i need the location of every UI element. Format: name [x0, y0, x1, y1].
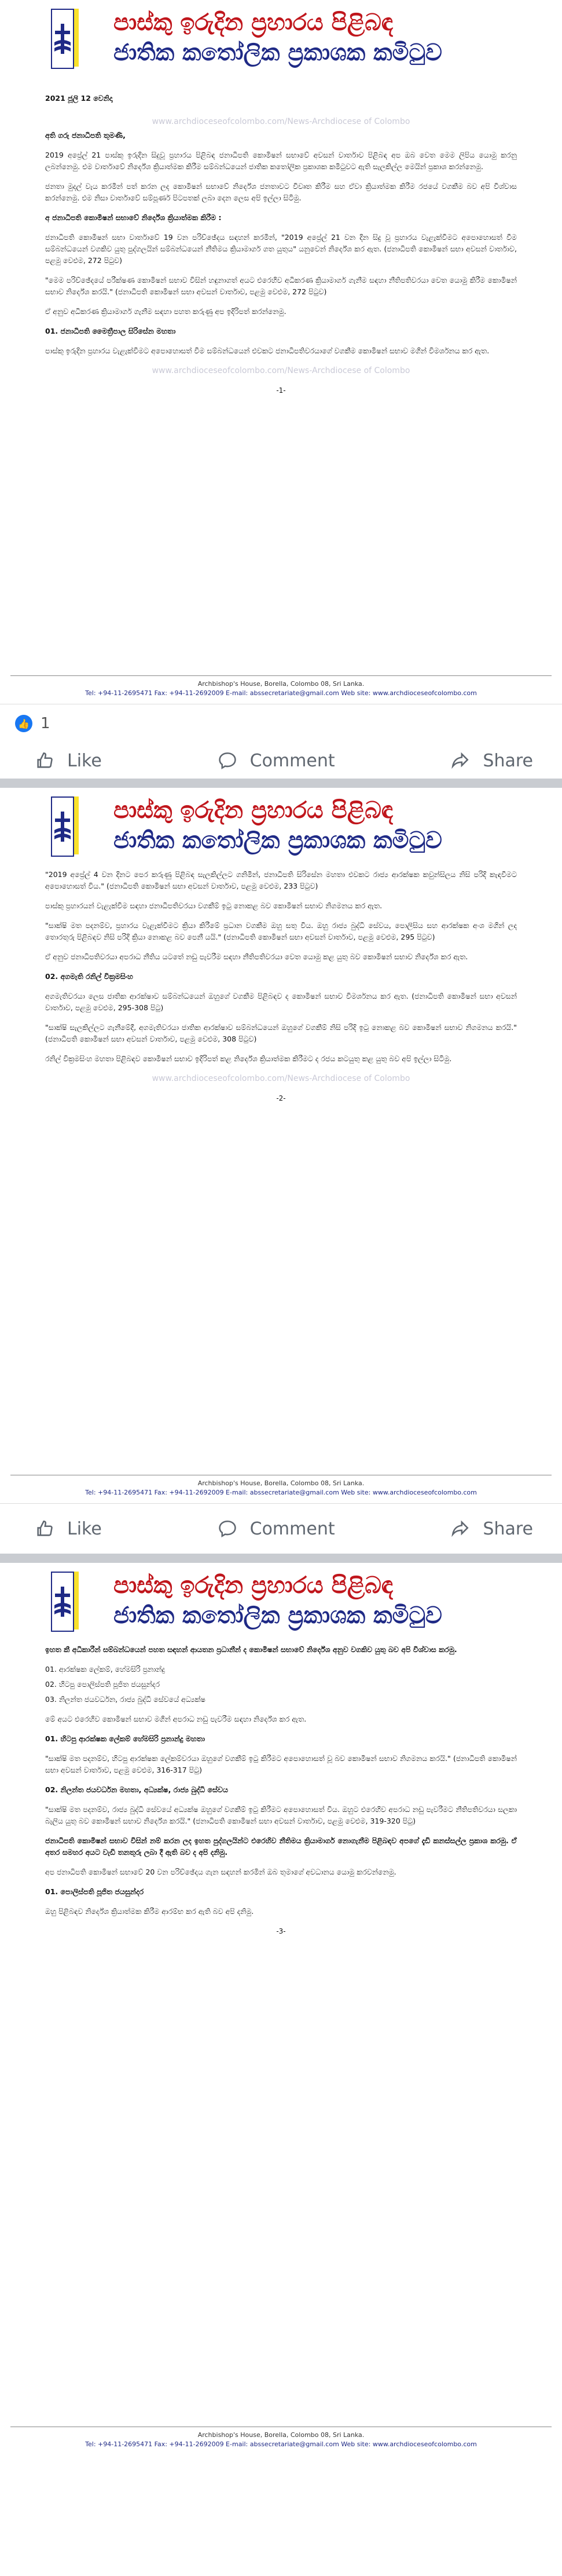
like-label: Like — [67, 750, 102, 771]
letter-page-3 — [10, 1563, 552, 2455]
paragraph: 2019 අප්‍රේල් 21 පාස්කු ඉරුදින සිදුවූ ප්‍රහාරය පිළිබඳ ජනාධිපති කොමිෂන් සභාවේ අවසන් වාර්තාව පිළිබඳ අප ඔබ වෙත මෙම ලිපිය යොමු කරනු ලබන්නෙමු. එම වාර්තාවේ නිර්දේශ ක්‍රියාත්මක කිරීම සම්බන්ධයෙන් ජාතික කතෝලික ප්‍රකාශක කමිටුවට ඇති සැලකිල්ල මෙයින් ප්‍රකාශ කරන්නෙමු. — [45, 151, 517, 171]
comment-label: Comment — [249, 750, 335, 771]
paragraph: මේ අයට එරෙහිව කොමිෂන් සභාව මගින් අපරාධ නඩු පැවරීම සඳහා නිර්දේශ කර ඇත. — [45, 1715, 307, 1723]
feed-separator — [0, 1554, 562, 1563]
letterhead-line-1: පාස්කු ඉරුදින ප්‍රහාරය පිළිබඳ — [113, 1572, 394, 1599]
quote-paragraph: "සාක්ෂි මත පදනම්ව, හිටපු ආරක්ෂක ලේකම්වරයා ඔහුගේ වගකීම් ඉටු කිරීමට අපොහොසත් වූ බව කොමිෂන් සභාව නිගමනය කරයි." (ජනාධිපති කොමිෂන් සභා අවසන් වාර්තාව, පළමු වෙළුම, 316-317 පිටු) — [45, 1754, 517, 1774]
footer-address: Archbishop's House, Borella, Colombo 08, Sri Lanka. — [197, 2431, 365, 2439]
thumbs-up-icon: 👍 — [15, 715, 32, 732]
section-heading: අ ජනාධිපති කොමිෂන් සභාවේ නිර්දේශ ක්‍රියාත්මක කිරීම : — [45, 213, 222, 222]
share-arrow-icon — [450, 751, 470, 770]
thumbs-up-outline-icon — [35, 751, 54, 770]
letter-footer — [10, 2427, 552, 2455]
letterhead — [10, 0, 552, 75]
paragraph: ජනාධිපති කොමිෂන් සභා වාර්තාවේ 19 වන පරිච්ඡේදය සඳහන් කරමින්, "2019 අප්‍රේල් 21 වන දින සිදු වූ ප්‍රහාරය වැළැක්වීමට අපොහොසත් වීම සම්බන්ධයෙන් වගකිව යුතු පුද්ගලයින් සම්බන්ධයෙන් නීතිමය ක්‍රියාමාර්ග ගත යුතුය" යනුවෙන් නිර්දේශ කර ඇත. (ජනාධිපති කොමිෂන් සභා අවසන් වාර්තාව, පළමු වෙළුම, 272 පිටුව) — [45, 233, 517, 265]
paragraph: ඔහු පිළිබඳව නිර්දේශ ක්‍රියාත්මක කිරීම ආරම්භ කර ඇති බව අපි දනිමු. — [45, 1907, 254, 1916]
watermark-text: www.archdioceseofcolombo.com/News-Archdiocese of Colombo — [152, 117, 410, 126]
comment-bubble-icon — [218, 1519, 237, 1539]
letterhead-title — [113, 8, 442, 68]
letter-body — [10, 863, 552, 1104]
share-arrow-icon — [450, 1519, 470, 1539]
paragraph: පාස්කු ඉරුදින ප්‍රහාරය වැළැක්වීමට අපොහොසත් වීම සම්බන්ධයෙන් එවකට ජනාධිපතිවරයාගේ වගකීම කොමිෂන් සභාව මගින් විමර්ශනය කර ඇත. — [45, 346, 490, 355]
yellow-flag — [74, 9, 79, 67]
reaction-count: 1 — [41, 715, 50, 732]
comment-button[interactable] — [218, 1519, 335, 1539]
letter-page-1 — [10, 0, 552, 704]
letterhead — [10, 788, 552, 863]
like-button[interactable] — [35, 1519, 102, 1539]
footer-address: Archbishop's House, Borella, Colombo 08, Sri Lanka. — [197, 680, 365, 688]
share-label: Share — [483, 750, 533, 771]
letterhead-title — [113, 1570, 442, 1631]
letterhead-line-1: පාස්කු ඉරුදින ප්‍රහාරය පිළිබඳ — [113, 9, 394, 36]
letterhead-line-1: පාස්කු ඉරුදින ප්‍රහාරය පිළිබඳ — [113, 796, 394, 824]
feed-separator — [0, 779, 562, 788]
watermark-text: www.archdioceseofcolombo.com/News-Archdiocese of Colombo — [152, 1074, 410, 1083]
share-button[interactable] — [450, 751, 533, 771]
letter-body — [10, 75, 552, 396]
paragraph: අගමැතිවරයා ලෙස ජාතික ආරක්ෂාව සම්බන්ධයෙන් ඔහුගේ වගකීම පිළිබඳව ද කොමිෂන් සභාව විමර්ශනය කර ඇත. (ජනාධිපති කොමිෂන් සභා අවසන් වාර්තාව, පළමු වෙළුම, 295-308 පිටු) — [45, 992, 517, 1012]
letter-body — [10, 1638, 552, 1937]
list-item: 03. නිලන්ත ජයවර්ධන, රාජ්‍ය බුද්ධි සේවයේ අධ්‍යක්ෂ — [45, 1695, 205, 1704]
comment-bubble-icon — [218, 751, 237, 770]
cross-emblem-icon — [51, 9, 74, 69]
letterhead — [10, 1563, 552, 1638]
watermark-text: www.archdioceseofcolombo.com/News-Archdiocese of Colombo — [152, 366, 410, 375]
footer-contacts: Tel: +94-11-2695471 Fax: +94-11-2692009 E-mail: abssecretariate@gmail.com Web site: www.archdioceseofcolombo.com — [85, 1489, 477, 1496]
cross-emblem-icon — [51, 796, 74, 857]
actions-row — [0, 743, 562, 779]
letter-date: 2021 ජූලි 12 වෙනිදා — [45, 94, 113, 103]
yellow-flag — [74, 796, 79, 854]
letterhead-title — [113, 795, 442, 856]
paragraph: අප ජනාධිපති කොමිෂන් සභාවේ 20 වන පරිච්ඡේදය ගැන සඳහන් කරමින් ඔබ තුමාගේ අවධානය යොමු කරවන්නෙමු. — [45, 1868, 396, 1876]
comment-label: Comment — [249, 1518, 335, 1539]
letterhead-line-2: ජාතික කතෝලික ප්‍රකාශක කමිටුව — [113, 1602, 442, 1629]
subsection-heading: 02. නිලන්ත ජයවර්ධන මහතා, අධ්‍යක්ෂ, රාජ්‍ය බුද්ධි සේවය — [45, 1785, 228, 1794]
letter-footer — [10, 1475, 552, 1503]
paragraph: ජනාධිපති කොමිෂන් සභාව විසින් නම් කරන ලද ඉහත පුද්ගලයින්ට එරෙහිව නීතිමය ක්‍රියාමාර්ග නොගැනීම පිළිබඳව අපගේ දැඩි කනස්සල්ල ප්‍රකාශ කරමු. ඒ අතර සමහර අයට වැඩි තනතුරු ලබා දී ඇති බව ද අපි දනිමු. — [45, 1836, 517, 1857]
footer-contacts: Tel: +94-11-2695471 Fax: +94-11-2692009 E-mail: abssecretariate@gmail.com Web site: www.archdioceseofcolombo.com — [85, 689, 477, 697]
footer-address: Archbishop's House, Borella, Colombo 08, Sri Lanka. — [197, 1479, 365, 1487]
subsection-heading: 01. ජනාධිපති මෛත්‍රීපාල සිරිසේන මහතා — [45, 327, 176, 335]
quote-paragraph: "සාක්ෂි මත පදනම්ව, ප්‍රහාරය වැළැක්වීමට ක්‍රියා කිරීමේ ප්‍රධාන වගකීම ඔහු සතු විය. ඔහු රාජ්‍ය බුද්ධි සේවය, පොලිසිය සහ ආරක්ෂක අංශ මගින් ලද තොරතුරු පිළිබඳව නිසි පරිදි ක්‍රියා නොකළ බව පෙනී යයි." (ජනාධිපති කොමිෂන් සභා අවසන් වාර්තාව, පළමු වෙළුම, 295 පිටුව) — [45, 921, 517, 941]
subsection-heading: 01. පොලිස්පති පූජිත ජයසුන්දර — [45, 1887, 144, 1896]
page-number: -2- — [276, 1094, 286, 1102]
actions-row — [0, 1504, 562, 1554]
paragraph: රනිල් වික්‍රමසිංහ මහතා පිළිබඳව කොමිෂන් සභාව ඉදිරිපත් කළ නිර්දේශ ක්‍රියාත්මක කිරීමට ද රජය කටයුතු කළ යුතු බව අපි ඉල්ලා සිටිමු. — [45, 1054, 452, 1063]
quote-paragraph: "සාක්ෂි මත පදනම්ව, රාජ්‍ය බුද්ධි සේවයේ අධ්‍යක්ෂ ඔහුගේ වගකීම් ඉටු කිරීමට අපොහොසත් විය. ඔහුට එරෙහිව අපරාධ නඩු පැවරීමට නීතිපතිවරයා සලකා බැලිය යුතු බව කොමිෂන් සභාව නිර්දේශ කරයි." (ජනාධිපති කොමිෂන් සභා අවසන් වාර්තාව, පළමු වෙළුම, 319-320 පිටු) — [45, 1805, 517, 1825]
subsection-heading: 01. හිටපු ආරක්ෂක ලේකම් හේමසිරි ප්‍රනාන්දු මහතා — [45, 1734, 205, 1743]
church-logo — [51, 9, 79, 67]
thumbs-up-outline-icon — [35, 1519, 54, 1539]
letter-footer — [10, 675, 552, 704]
cross-emblem-icon — [51, 1572, 74, 1632]
post-action-bar — [0, 704, 562, 779]
quote-paragraph: "මෙම පරිච්ඡේදයේ පරීක්ෂණ කොමිෂන් සභාව විසින් හඳුනාගත් අයට එරෙහිව අධිකරණ ක්‍රියාමාර්ග ගැනීම සඳහා නීතිපතිවරයා වෙත යොමු කිරීම කොමිෂන් සභාව නිර්දේශ කරයි." (ජනාධිපති කොමිෂන් සභා අවසන් වාර්තාව, පළමු වෙළුම, 272 පිටුව) — [45, 276, 517, 296]
list-item: 02. හිටපු පොලිස්පති පූජිත ජයසුන්දර — [45, 1680, 160, 1689]
quote-paragraph: "සාක්ෂි සැලකිල්ලට ගැනීමේදී, අගමැතිවරයා ජාතික ආරක්ෂාව සම්බන්ධයෙන් ඔහුගේ වගකීම් නිසි පරිදි ඉටු නොකළ බව කොමිෂන් සභාව නිගමනය කරයි." (ජනාධිපති කොමිෂන් සභා අවසන් වාර්තාව, පළමු වෙළුම, 308 පිටුව) — [45, 1023, 517, 1043]
share-button[interactable] — [450, 1519, 533, 1539]
subsection-heading: 02. අගමැති රනිල් වික්‍රමසිංහ — [45, 972, 133, 981]
share-label: Share — [483, 1518, 533, 1539]
like-label: Like — [67, 1518, 102, 1539]
salutation: අති ගරු ජනාධිපති තුමණි, — [45, 131, 126, 140]
page-number: -3- — [276, 1927, 286, 1935]
church-logo — [51, 1572, 79, 1629]
paragraph: ජනතා මුදල් වැය කරමින් පත් කරන ලද කොමිෂන් සභාවේ නිර්දේශ ජනතාවට විවෘත කිරීම සහ ඒවා ක්‍රියාත්මක කිරීම රජයේ වගකීම බව අපි විශ්වාස කරන්නෙමු. එම නිසා වාර්තාවේ සම්පූර්ණ පිටපතක් ලබා දෙන ලෙස අපි ඉල්ලා සිටිමු. — [45, 182, 517, 202]
post-action-bar — [0, 1503, 562, 1554]
footer-contacts: Tel: +94-11-2695471 Fax: +94-11-2692009 E-mail: abssecretariate@gmail.com Web site: www.archdioceseofcolombo.com — [85, 2440, 477, 2448]
letterhead-line-2: ජාතික කතෝලික ප්‍රකාශක කමිටුව — [113, 827, 442, 854]
page-number: -1- — [276, 386, 286, 394]
paragraph: ඒ අනුව අධිකරණ ක්‍රියාමාර්ග ගැනීම සඳහා පහත කරුණු අප ඉදිරිපත් කරන්නෙමු. — [45, 307, 286, 316]
list-item: 01. ආරක්ෂක ලේකම්, හේමසිරි ප්‍රනාන්දු — [45, 1665, 166, 1674]
comment-button[interactable] — [218, 751, 335, 771]
church-logo — [51, 796, 79, 854]
letter-page-2 — [10, 788, 552, 1503]
letterhead-line-2: ජාතික කතෝලික ප්‍රකාශක කමිටුව — [113, 39, 442, 66]
yellow-flag — [74, 1572, 79, 1629]
paragraph: ඉහත කී අධිකාරීන් සම්බන්ධයෙන් පහත සඳහන් ආයතන ප්‍රධානීන් ද කොමිෂන් සභාවේ නිර්දේශ අනුව වගකිව යුතු බව අපි විශ්වාස කරමු. — [45, 1645, 457, 1654]
like-button[interactable] — [35, 751, 102, 771]
reactions-summary[interactable] — [0, 704, 562, 743]
paragraph: පාස්කු ප්‍රහාරයන් වැළැක්වීම සඳහා ජනාධිපතිවරයා වගකීම් ඉටු නොකළ බව කොමිෂන් සභාව නිගමනය කර ඇත. — [45, 901, 383, 910]
paragraph: ඒ අනුව ජනාධිපතිවරයා අපරාධ නීතිය යටතේ නඩු පැවරීම සඳහා නීතිපතිවරයා වෙත යොමු කළ යුතු බව කොමිෂන් සභාව නිර්දේශ කර ඇත. — [45, 952, 468, 961]
quote-paragraph: "2019 අප්‍රේල් 4 වන දිනට පෙර කරුණු පිළිබඳ සැලකිල්ලට ගනිමින්, ජනාධිපති සිරිසේන මහතා එවකට රාජ්‍ය ආරක්ෂක කවුන්සිලය නිසි පරිදි කැඳවීමට අපොහොසත් විය." (ජනාධිපති කොමිෂන් සභා අවසන් වාර්තාව, පළමු වෙළුම, 233 පිටුව) — [45, 870, 517, 890]
